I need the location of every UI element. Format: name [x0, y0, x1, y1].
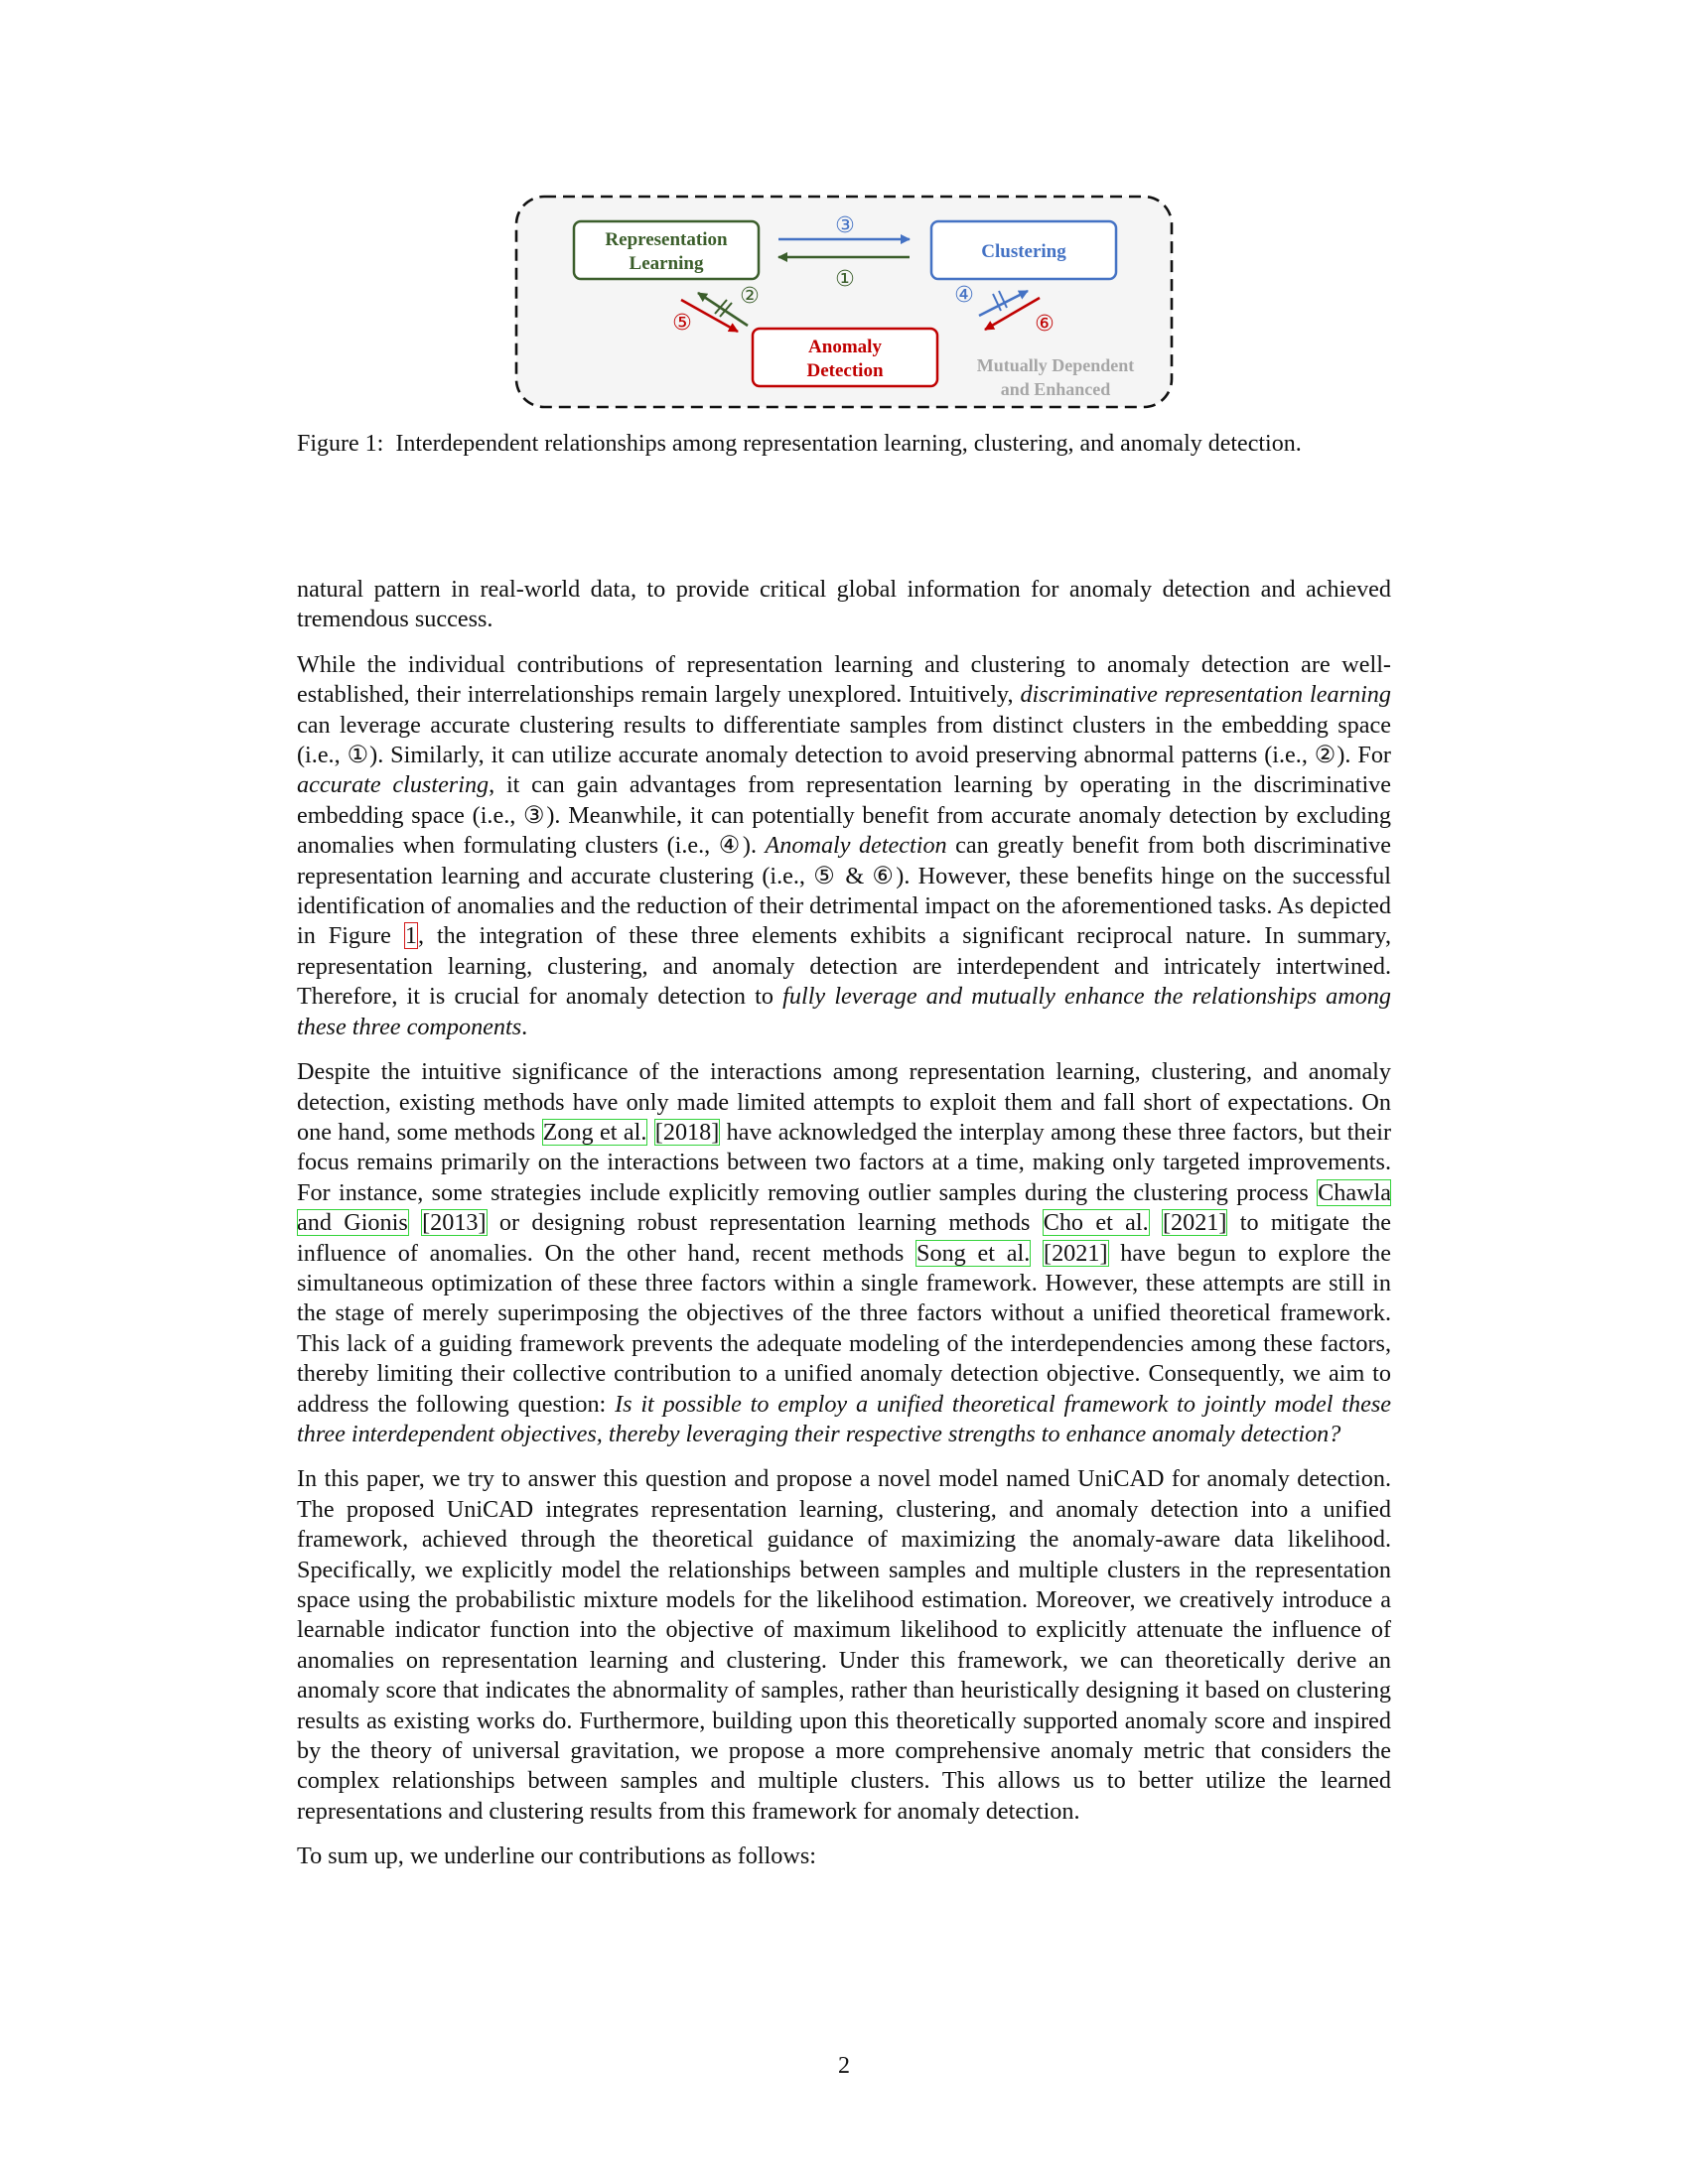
figure-caption: [297, 429, 1391, 460]
citation-song-author-link[interactable]: Song et al.: [916, 1239, 1031, 1267]
arrow-label-2: ②: [740, 284, 760, 309]
page-number: 2: [838, 2053, 850, 2079]
node-representation-learning: [574, 221, 759, 279]
citation-chawla-author-link[interactable]: Chawla and Gionis: [297, 1178, 1391, 1237]
paragraph-0-text: natural pattern in real-world data, to provide critical global information for anomaly detection and achieved tremendous success.: [297, 576, 1391, 633]
arrow-label-3: ③: [835, 213, 855, 238]
annotation-line2: and Enhanced: [1000, 379, 1111, 399]
caption-label: Figure 1:: [297, 431, 384, 457]
paragraph-0: [297, 575, 1391, 635]
paragraph-3-text: In this paper, we try to answer this question and propose a novel model named UniCAD for anomaly detection. The proposed UniCAD integrates representation learning, clustering, and anomaly detection into a unified framework, achieved through the theoretical guidance of maximizing the anomaly-aware data likelihood. Specifically, we explicitly model the relationships between samples and multiple clusters in the representation space using the probabilistic mixture models for the likelihood estimation. Moreover, we creatively introduce a learnable indicator function into the objective of maximum likelihood to explicitly attenuate the influence of anomalies on representation learning and clustering. Under this framework, we can theoretically derive an anomaly score that indicates the abnormality of samples, rather than heuristically designing it based on clustering results as existing works do. Furthermore, building upon this theoretically supported anomaly score and inspired by the theory of universal gravitation, we propose a more comprehensive anomaly metric that considers the complex relationships between samples and multiple clusters. This allows us to better utilize the learned representations and clustering results from this framework for anomaly detection.: [297, 1465, 1391, 1825]
node-clustering: [931, 221, 1116, 279]
node-anomaly-line1: Anomaly: [808, 337, 882, 357]
node-clustering-label: Clustering: [981, 241, 1066, 262]
paragraph-4: [297, 1842, 1391, 1871]
p1-emphasis-0: discriminative representation learning: [1020, 681, 1391, 709]
arrow-label-6: ⑥: [1035, 312, 1055, 337]
p1-emphasis-3: fully leverage and mutually enhance the relationships among these three components: [297, 983, 1392, 1040]
paragraph-3: [297, 1464, 1391, 1827]
citation-song-year-link[interactable]: [2021]: [1044, 1239, 1108, 1267]
p1-text-4: , the integration of these three elements exhibits a significant reciprocal nature. In summary, representation learning, clustering, and anomaly detection are interdependent and intricately intertwined. Therefore, it is crucial for anomaly detection to: [297, 922, 1391, 1011]
caption-text: Interdependent relationships among representation learning, clustering, and anomaly detection.: [395, 431, 1302, 457]
citation-chawla-year-link[interactable]: [2013]: [422, 1209, 487, 1237]
node-anomaly-line2: Detection: [806, 360, 884, 381]
p2-text-1: have acknowledged the interplay among these three factors, but their focus remains primarily on the interactions between two factors at a time, making only targeted improvements. For instance, some strategies include explicitly removing outlier samples during the clustering process: [297, 1118, 1392, 1206]
p2-text-2: or designing robust representation learning methods: [487, 1209, 1043, 1237]
arrow-label-4: ④: [954, 283, 974, 308]
p1-emphasis-1: accurate clustering: [297, 771, 490, 799]
node-rep-line2: Learning: [629, 253, 704, 274]
node-anomaly-detection: [753, 329, 937, 386]
paragraph-2: [297, 1057, 1391, 1449]
p1-text-1: can leverage accurate clustering results to differentiate samples from distinct clusters in the embedding space (i.e., ①). Similarly, it can utilize accurate anomaly detection to avoid preserving abnormal patterns (i.e., ②). For: [297, 711, 1391, 769]
p1-text-2: , it can gain advantages from representation learning by operating in the discriminative embedding space (i.e., ③). Meanwhile, it can potentially benefit from accurate anomaly detection by excluding anomalies when formulating clusters (i.e., ④).: [297, 771, 1392, 860]
p1-emphasis-2: Anomaly detection: [765, 832, 947, 860]
citation-zong-year-link[interactable]: [2018]: [654, 1118, 720, 1146]
body-text: [297, 575, 1391, 1887]
arrow-label-1: ①: [835, 267, 855, 292]
citation-cho-year-link[interactable]: [2021]: [1162, 1209, 1227, 1237]
figure-1-diagram: [506, 191, 1182, 419]
p2-text-0: Despite the intuitive significance of the interactions among representation learning, clustering, and anomaly detection, existing methods have only made limited attempts to exploit them and fall short of expectations. On one hand, some methods: [297, 1058, 1391, 1146]
paragraph-4-text: To sum up, we underline our contributions as follows:: [297, 1843, 816, 1870]
figure-1-ref-link[interactable]: 1: [404, 922, 417, 950]
p1-text-0: While the individual contributions of representation learning and clustering to anomaly detection are well-established, their interrelationships remain largely unexplored. Intuitively,: [297, 650, 1391, 709]
citation-zong-author-link[interactable]: Zong et al.: [542, 1118, 647, 1146]
annotation-line1: Mutually Dependent: [976, 355, 1135, 375]
paragraph-1: [297, 650, 1391, 1042]
p1-text-3: can greatly benefit from both discriminative representation learning and accurate clustering (i.e., ⑤ & ⑥). However, these benefits hinge on the successful identification of anomalies and the reduction of their detrimental impact on the aforementioned tasks. As depicted in Figure: [297, 832, 1391, 950]
p2-emphasis-question: Is it possible to employ a unified theoretical framework to jointly model these three interdependent objectives, thereby leveraging their respective strengths to enhance anomaly detection?: [297, 1390, 1391, 1447]
p1-text-5: .: [521, 1013, 528, 1040]
node-rep-line1: Representation: [605, 229, 728, 250]
citation-cho-author-link[interactable]: Cho et al.: [1043, 1209, 1149, 1237]
arrow-label-5: ⑤: [672, 311, 692, 336]
p2-text-3: to mitigate the influence of anomalies. On the other hand, recent methods: [297, 1209, 1392, 1267]
p2-text-4: have begun to explore the simultaneous optimization of these three factors within a single framework. However, these attempts are still in the stage of merely superimposing the objectives of the three factors without a unified theoretical framework. This lack of a guiding framework prevents the adequate modeling of the interdependencies among these factors, thereby limiting their collective contribution to a unified anomaly detection objective. Consequently, we aim to address the following question:: [297, 1239, 1391, 1418]
